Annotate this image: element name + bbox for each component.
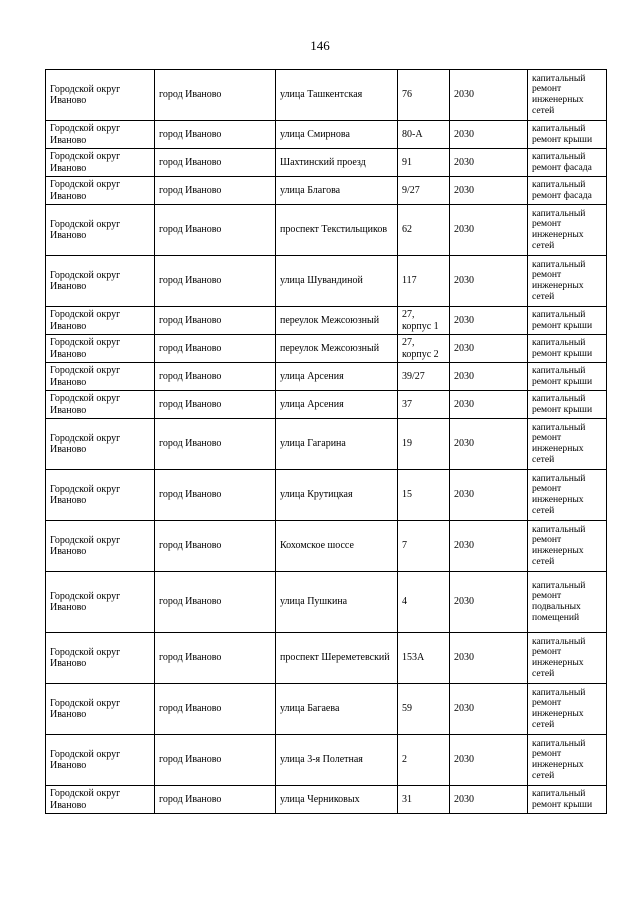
table-body <box>46 70 607 814</box>
cell-district: Городской округ Иваново <box>46 391 155 419</box>
cell-year: 2030 <box>450 419 528 470</box>
cell-street: переулок Межсоюзный <box>276 307 398 335</box>
cell-district: Городской округ Иваново <box>46 470 155 521</box>
cell-street: улица Арсения <box>276 391 398 419</box>
cell-work-type: капитальный ремонт инженерных сетей <box>528 419 607 470</box>
cell-city: город Иваново <box>155 335 276 363</box>
cell-city: город Иваново <box>155 256 276 307</box>
cell-work-type: капитальный ремонт фасада <box>528 177 607 205</box>
cell-street: Кохомское шоссе <box>276 521 398 572</box>
table-row <box>46 391 607 419</box>
cell-house: 80-А <box>398 121 450 149</box>
cell-district: Городской округ Иваново <box>46 205 155 256</box>
cell-house: 76 <box>398 70 450 121</box>
cell-house: 27, корпус 2 <box>398 335 450 363</box>
cell-year: 2030 <box>450 149 528 177</box>
cell-year: 2030 <box>450 684 528 735</box>
cell-street: улица Благова <box>276 177 398 205</box>
cell-house: 39/27 <box>398 363 450 391</box>
cell-work-type: капитальный ремонт подвальных помещений <box>528 572 607 633</box>
cell-city: город Иваново <box>155 572 276 633</box>
cell-street: улица Пушкина <box>276 572 398 633</box>
table-row <box>46 786 607 814</box>
cell-house: 59 <box>398 684 450 735</box>
cell-street: Шахтинский проезд <box>276 149 398 177</box>
table-row <box>46 256 607 307</box>
table-row <box>46 307 607 335</box>
cell-work-type: капитальный ремонт инженерных сетей <box>528 735 607 786</box>
table-row <box>46 572 607 633</box>
cell-work-type: капитальный ремонт крыши <box>528 307 607 335</box>
cell-city: город Иваново <box>155 735 276 786</box>
cell-house: 2 <box>398 735 450 786</box>
cell-district: Городской округ Иваново <box>46 786 155 814</box>
cell-year: 2030 <box>450 121 528 149</box>
cell-year: 2030 <box>450 363 528 391</box>
cell-district: Городской округ Иваново <box>46 735 155 786</box>
cell-house: 4 <box>398 572 450 633</box>
table-row <box>46 363 607 391</box>
cell-work-type: капитальный ремонт инженерных сетей <box>528 470 607 521</box>
page-number: 146 <box>310 38 330 53</box>
table-row <box>46 633 607 684</box>
cell-house: 7 <box>398 521 450 572</box>
cell-district: Городской округ Иваново <box>46 256 155 307</box>
cell-street: улица Шувандиной <box>276 256 398 307</box>
cell-work-type: капитальный ремонт крыши <box>528 121 607 149</box>
cell-year: 2030 <box>450 470 528 521</box>
cell-district: Городской округ Иваново <box>46 177 155 205</box>
cell-year: 2030 <box>450 307 528 335</box>
table-row <box>46 419 607 470</box>
cell-year: 2030 <box>450 70 528 121</box>
cell-year: 2030 <box>450 335 528 363</box>
cell-house: 27, корпус 1 <box>398 307 450 335</box>
cell-city: город Иваново <box>155 786 276 814</box>
cell-work-type: капитальный ремонт инженерных сетей <box>528 205 607 256</box>
cell-city: город Иваново <box>155 419 276 470</box>
cell-district: Городской округ Иваново <box>46 70 155 121</box>
cell-year: 2030 <box>450 205 528 256</box>
cell-city: город Иваново <box>155 177 276 205</box>
cell-house: 9/27 <box>398 177 450 205</box>
cell-street: улица Ташкентская <box>276 70 398 121</box>
cell-city: город Иваново <box>155 684 276 735</box>
cell-city: город Иваново <box>155 149 276 177</box>
cell-city: город Иваново <box>155 521 276 572</box>
cell-house: 91 <box>398 149 450 177</box>
cell-year: 2030 <box>450 391 528 419</box>
cell-district: Городской округ Иваново <box>46 572 155 633</box>
cell-street: переулок Межсоюзный <box>276 335 398 363</box>
cell-city: город Иваново <box>155 363 276 391</box>
cell-work-type: капитальный ремонт фасада <box>528 149 607 177</box>
cell-street: улица Арсения <box>276 363 398 391</box>
cell-house: 117 <box>398 256 450 307</box>
cell-city: город Иваново <box>155 205 276 256</box>
cell-house: 37 <box>398 391 450 419</box>
cell-street: улица Черниковых <box>276 786 398 814</box>
cell-house: 153А <box>398 633 450 684</box>
cell-work-type: капитальный ремонт инженерных сетей <box>528 256 607 307</box>
housing-repair-table <box>45 69 607 814</box>
table-row <box>46 684 607 735</box>
cell-city: город Иваново <box>155 307 276 335</box>
cell-house: 19 <box>398 419 450 470</box>
cell-city: город Иваново <box>155 633 276 684</box>
table-row <box>46 121 607 149</box>
table-row <box>46 70 607 121</box>
cell-work-type: капитальный ремонт инженерных сетей <box>528 521 607 572</box>
cell-work-type: капитальный ремонт крыши <box>528 335 607 363</box>
cell-work-type: капитальный ремонт крыши <box>528 363 607 391</box>
table-row <box>46 470 607 521</box>
cell-district: Городской округ Иваново <box>46 149 155 177</box>
cell-house: 15 <box>398 470 450 521</box>
table-row <box>46 177 607 205</box>
cell-work-type: капитальный ремонт инженерных сетей <box>528 70 607 121</box>
table-row <box>46 335 607 363</box>
cell-street: улица Смирнова <box>276 121 398 149</box>
cell-year: 2030 <box>450 735 528 786</box>
table-row <box>46 521 607 572</box>
cell-district: Городской округ Иваново <box>46 363 155 391</box>
table-row <box>46 149 607 177</box>
cell-street: улица Гагарина <box>276 419 398 470</box>
cell-year: 2030 <box>450 786 528 814</box>
cell-district: Городской округ Иваново <box>46 335 155 363</box>
cell-district: Городской округ Иваново <box>46 633 155 684</box>
cell-city: город Иваново <box>155 70 276 121</box>
cell-street: улица Багаева <box>276 684 398 735</box>
cell-work-type: капитальный ремонт инженерных сетей <box>528 684 607 735</box>
cell-district: Городской округ Иваново <box>46 419 155 470</box>
table-row <box>46 205 607 256</box>
cell-street: проспект Текстильщиков <box>276 205 398 256</box>
cell-work-type: капитальный ремонт инженерных сетей <box>528 633 607 684</box>
cell-house: 31 <box>398 786 450 814</box>
cell-city: город Иваново <box>155 470 276 521</box>
cell-street: улица Крутицкая <box>276 470 398 521</box>
cell-year: 2030 <box>450 521 528 572</box>
cell-city: город Иваново <box>155 391 276 419</box>
cell-house: 62 <box>398 205 450 256</box>
cell-district: Городской округ Иваново <box>46 521 155 572</box>
cell-year: 2030 <box>450 633 528 684</box>
cell-work-type: капитальный ремонт крыши <box>528 391 607 419</box>
cell-year: 2030 <box>450 256 528 307</box>
cell-district: Городской округ Иваново <box>46 121 155 149</box>
table-row <box>46 735 607 786</box>
cell-street: проспект Шереметевский <box>276 633 398 684</box>
cell-street: улица 3-я Полетная <box>276 735 398 786</box>
cell-year: 2030 <box>450 572 528 633</box>
cell-year: 2030 <box>450 177 528 205</box>
cell-district: Городской округ Иваново <box>46 307 155 335</box>
cell-work-type: капитальный ремонт крыши <box>528 786 607 814</box>
cell-city: город Иваново <box>155 121 276 149</box>
cell-district: Городской округ Иваново <box>46 684 155 735</box>
